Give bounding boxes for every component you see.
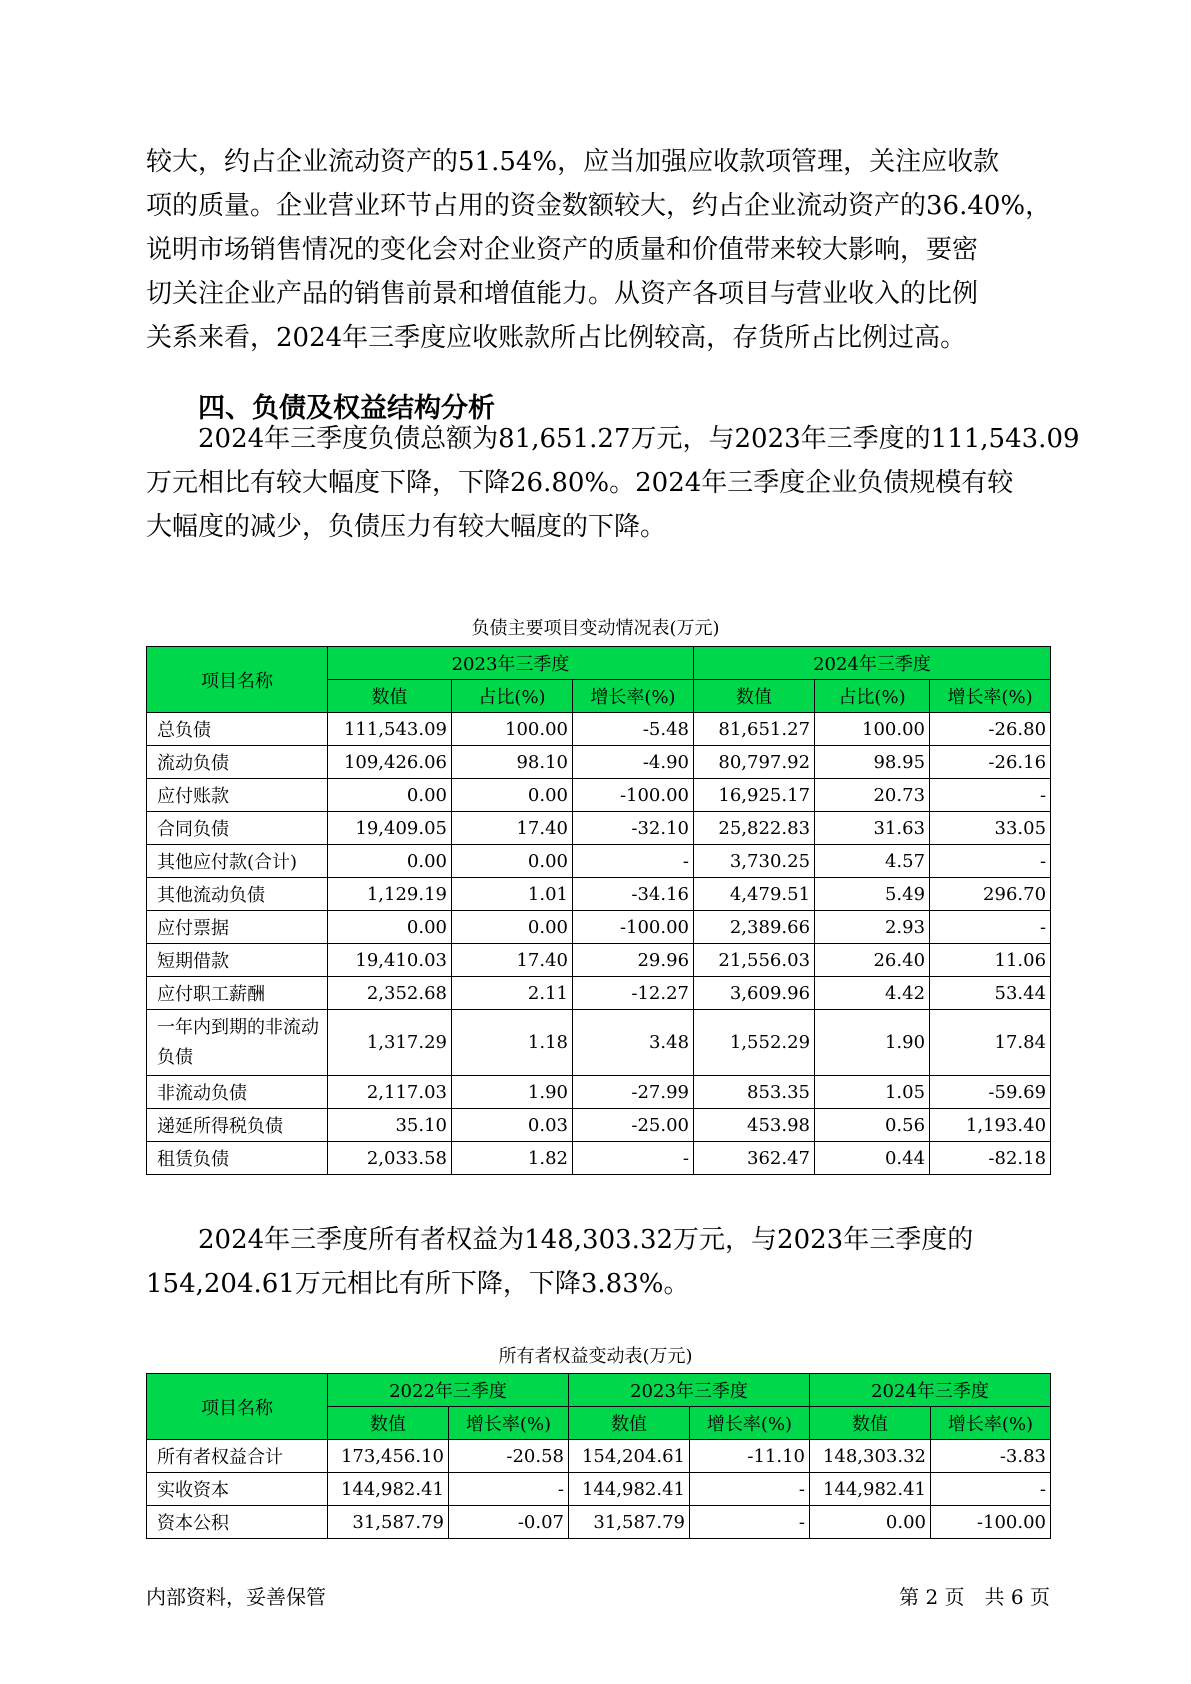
intro-paragraph: [146, 140, 1056, 360]
header-sub-column: 占比(%): [452, 680, 573, 713]
table-cell: -82.18: [930, 1142, 1051, 1175]
table-cell: 53.44: [930, 977, 1051, 1010]
table-cell: 2,389.66: [694, 911, 815, 944]
table-cell: 1.82: [452, 1142, 573, 1175]
table-row: [147, 911, 1051, 944]
row-label: 租赁负债: [147, 1142, 328, 1175]
table-cell: -100.00: [573, 779, 694, 812]
table-cell: 1,129.19: [328, 878, 452, 911]
table-cell: 1,552.29: [694, 1010, 815, 1076]
table-cell: -: [449, 1473, 569, 1506]
table-cell: 2,352.68: [328, 977, 452, 1010]
table-cell: 26.40: [815, 944, 930, 977]
table-cell: 1.90: [452, 1076, 573, 1109]
table-cell: 2.11: [452, 977, 573, 1010]
row-label: 非流动负债: [147, 1076, 328, 1109]
row-label: 总负债: [147, 713, 328, 746]
table-cell: -3.83: [931, 1440, 1051, 1473]
text-line: 2024年三季度所有者权益为148,303.32万元，与2023年三季度的: [198, 1225, 974, 1255]
table-cell: 1,317.29: [328, 1010, 452, 1076]
row-label: 递延所得税负债: [147, 1109, 328, 1142]
table-cell: 21,556.03: [694, 944, 815, 977]
table-cell: 17.40: [452, 812, 573, 845]
header-item-name: 项目名称: [147, 647, 328, 713]
table-row: [147, 1076, 1051, 1109]
table-cell: 2,033.58: [328, 1142, 452, 1175]
table-cell: -: [573, 1142, 694, 1175]
page-number: 第 2 页 共 6 页: [899, 1585, 1050, 1609]
table-cell: 0.00: [452, 845, 573, 878]
table-row: [147, 845, 1051, 878]
table-cell: 0.00: [452, 779, 573, 812]
table-cell: 144,982.41: [569, 1473, 690, 1506]
table-cell: -34.16: [573, 878, 694, 911]
row-label: 流动负债: [147, 746, 328, 779]
table-row: [147, 1506, 1051, 1539]
table-cell: 2,117.03: [328, 1076, 452, 1109]
table-cell: -11.10: [690, 1440, 810, 1473]
header-period: 2023年三季度: [569, 1374, 810, 1407]
table-cell: 33.05: [930, 812, 1051, 845]
table-cell: -: [930, 779, 1051, 812]
table-cell: 19,410.03: [328, 944, 452, 977]
table-row: [147, 1440, 1051, 1473]
text-line: 154,204.61万元相比有所下降，下降3.83%。: [146, 1269, 690, 1299]
table-cell: -20.58: [449, 1440, 569, 1473]
table-cell: 17.40: [452, 944, 573, 977]
table-cell: 0.00: [328, 845, 452, 878]
table-cell: -27.99: [573, 1076, 694, 1109]
section-heading: 四、负债及权益结构分析: [198, 393, 495, 424]
table-cell: 1.05: [815, 1076, 930, 1109]
text-line: 切关注企业产品的销售前景和增值能力。从资产各项目与营业收入的比例: [146, 279, 979, 309]
table-cell: 853.35: [694, 1076, 815, 1109]
table-cell: 31.63: [815, 812, 930, 845]
liabilities-table-caption: 负债主要项目变动情况表(万元): [471, 618, 720, 639]
table-cell: 0.44: [815, 1142, 930, 1175]
table-cell: 4.57: [815, 845, 930, 878]
header-period: 2024年三季度: [810, 1374, 1051, 1407]
row-label: 资本公积: [147, 1506, 328, 1539]
header-period: 2023年三季度: [328, 647, 694, 680]
table-cell: -: [930, 911, 1051, 944]
table-cell: 144,982.41: [810, 1473, 931, 1506]
table-cell: 35.10: [328, 1109, 452, 1142]
header-period: 2024年三季度: [694, 647, 1051, 680]
table-row: [147, 746, 1051, 779]
table-cell: 100.00: [815, 713, 930, 746]
table-cell: -: [930, 845, 1051, 878]
row-label: 所有者权益合计: [147, 1440, 328, 1473]
table-cell: 0.00: [810, 1506, 931, 1539]
text-line: 较大，约占企业流动资产的51.54%，应当加强应收款项管理，关注应收款: [146, 147, 1000, 177]
table-cell: 1.18: [452, 1010, 573, 1076]
table-row: [147, 1010, 1051, 1076]
table-cell: 144,982.41: [328, 1473, 449, 1506]
footer-note: 内部资料，妥善保管: [146, 1585, 326, 1609]
table-cell: -: [690, 1506, 810, 1539]
table-cell: -0.07: [449, 1506, 569, 1539]
table-row: [147, 1473, 1051, 1506]
text-line: 大幅度的减少，负债压力有较大幅度的下降。: [146, 512, 667, 542]
table-cell: -: [931, 1473, 1051, 1506]
table-cell: 4.42: [815, 977, 930, 1010]
table-cell: -25.00: [573, 1109, 694, 1142]
table-cell: 148,303.32: [810, 1440, 931, 1473]
table-cell: -32.10: [573, 812, 694, 845]
equity-table-caption: 所有者权益变动表(万元): [498, 1346, 693, 1367]
row-label: 短期借款: [147, 944, 328, 977]
table-cell: 0.03: [452, 1109, 573, 1142]
table-row: [147, 812, 1051, 845]
table-cell: 173,456.10: [328, 1440, 449, 1473]
table-row: [147, 713, 1051, 746]
header-sub-column: 数值: [328, 1407, 449, 1440]
table-cell: 11.06: [930, 944, 1051, 977]
row-label: 应付票据: [147, 911, 328, 944]
text-line: 关系来看，2024年三季度应收账款所占比例较高，存货所占比例过高。: [146, 323, 967, 353]
table-cell: 1,193.40: [930, 1109, 1051, 1142]
table-cell: 17.84: [930, 1010, 1051, 1076]
table-cell: -: [690, 1473, 810, 1506]
header-sub-column: 增长率(%): [930, 680, 1051, 713]
table-cell: -5.48: [573, 713, 694, 746]
liabilities-paragraph: [146, 417, 1080, 549]
table-cell: 31,587.79: [328, 1506, 449, 1539]
table-row: [147, 1142, 1051, 1175]
table-cell: -26.80: [930, 713, 1051, 746]
table-cell: 109,426.06: [328, 746, 452, 779]
table-cell: 3.48: [573, 1010, 694, 1076]
header-sub-column: 数值: [694, 680, 815, 713]
table-cell: 1.01: [452, 878, 573, 911]
table-cell: -100.00: [931, 1506, 1051, 1539]
table-cell: 100.00: [452, 713, 573, 746]
table-cell: 154,204.61: [569, 1440, 690, 1473]
header-sub-column: 增长率(%): [573, 680, 694, 713]
table-cell: 19,409.05: [328, 812, 452, 845]
table-cell: 81,651.27: [694, 713, 815, 746]
row-label: 实收资本: [147, 1473, 328, 1506]
table-cell: 3,609.96: [694, 977, 815, 1010]
table-row: [147, 878, 1051, 911]
liabilities-table: [146, 646, 1051, 1175]
table-cell: -26.16: [930, 746, 1051, 779]
table-cell: 2.93: [815, 911, 930, 944]
table-row: [147, 779, 1051, 812]
table-cell: 296.70: [930, 878, 1051, 911]
table-cell: 80,797.92: [694, 746, 815, 779]
table-cell: 362.47: [694, 1142, 815, 1175]
text-line: 万元相比有较大幅度下降，下降26.80%。2024年三季度企业负债规模有较: [146, 468, 1014, 498]
table-cell: 0.00: [328, 911, 452, 944]
table-cell: 98.95: [815, 746, 930, 779]
table-cell: 25,822.83: [694, 812, 815, 845]
row-label: 应付账款: [147, 779, 328, 812]
row-label: 合同负债: [147, 812, 328, 845]
table-cell: -4.90: [573, 746, 694, 779]
header-sub-column: 数值: [328, 680, 452, 713]
row-label: 其他流动负债: [147, 878, 328, 911]
header-sub-column: 增长率(%): [449, 1407, 569, 1440]
table-cell: -100.00: [573, 911, 694, 944]
table-cell: -12.27: [573, 977, 694, 1010]
row-label: 一年内到期的非流动负债: [147, 1010, 328, 1076]
table-cell: 3,730.25: [694, 845, 815, 878]
table-cell: 29.96: [573, 944, 694, 977]
table-cell: 20.73: [815, 779, 930, 812]
row-label: 其他应付款(合计): [147, 845, 328, 878]
table-cell: 31,587.79: [569, 1506, 690, 1539]
row-label: 应付职工薪酬: [147, 977, 328, 1010]
table-row: [147, 977, 1051, 1010]
table-cell: 0.00: [452, 911, 573, 944]
header-sub-column: 增长率(%): [690, 1407, 810, 1440]
table-cell: 5.49: [815, 878, 930, 911]
table-row: [147, 944, 1051, 977]
table-cell: -: [573, 845, 694, 878]
table-cell: 0.00: [328, 779, 452, 812]
table-cell: 98.10: [452, 746, 573, 779]
table-cell: 1.90: [815, 1010, 930, 1076]
text-line: 说明市场销售情况的变化会对企业资产的质量和价值带来较大影响，要密: [146, 235, 979, 265]
table-cell: 0.56: [815, 1109, 930, 1142]
header-sub-column: 数值: [569, 1407, 690, 1440]
header-sub-column: 占比(%): [815, 680, 930, 713]
equity-table: [146, 1373, 1051, 1539]
table-cell: 4,479.51: [694, 878, 815, 911]
table-cell: 453.98: [694, 1109, 815, 1142]
header-period: 2022年三季度: [328, 1374, 569, 1407]
table-cell: 111,543.09: [328, 713, 452, 746]
table-row: [147, 1109, 1051, 1142]
header-item-name: 项目名称: [147, 1374, 328, 1440]
header-sub-column: 数值: [810, 1407, 931, 1440]
equity-paragraph: [146, 1218, 1056, 1306]
table-cell: 16,925.17: [694, 779, 815, 812]
text-line: 2024年三季度负债总额为81,651.27万元，与2023年三季度的111,543.09: [198, 424, 1080, 454]
header-sub-column: 增长率(%): [931, 1407, 1051, 1440]
table-cell: -59.69: [930, 1076, 1051, 1109]
text-line: 项的质量。企业营业环节占用的资金数额较大，约占企业流动资产的36.40%，: [146, 191, 1052, 221]
